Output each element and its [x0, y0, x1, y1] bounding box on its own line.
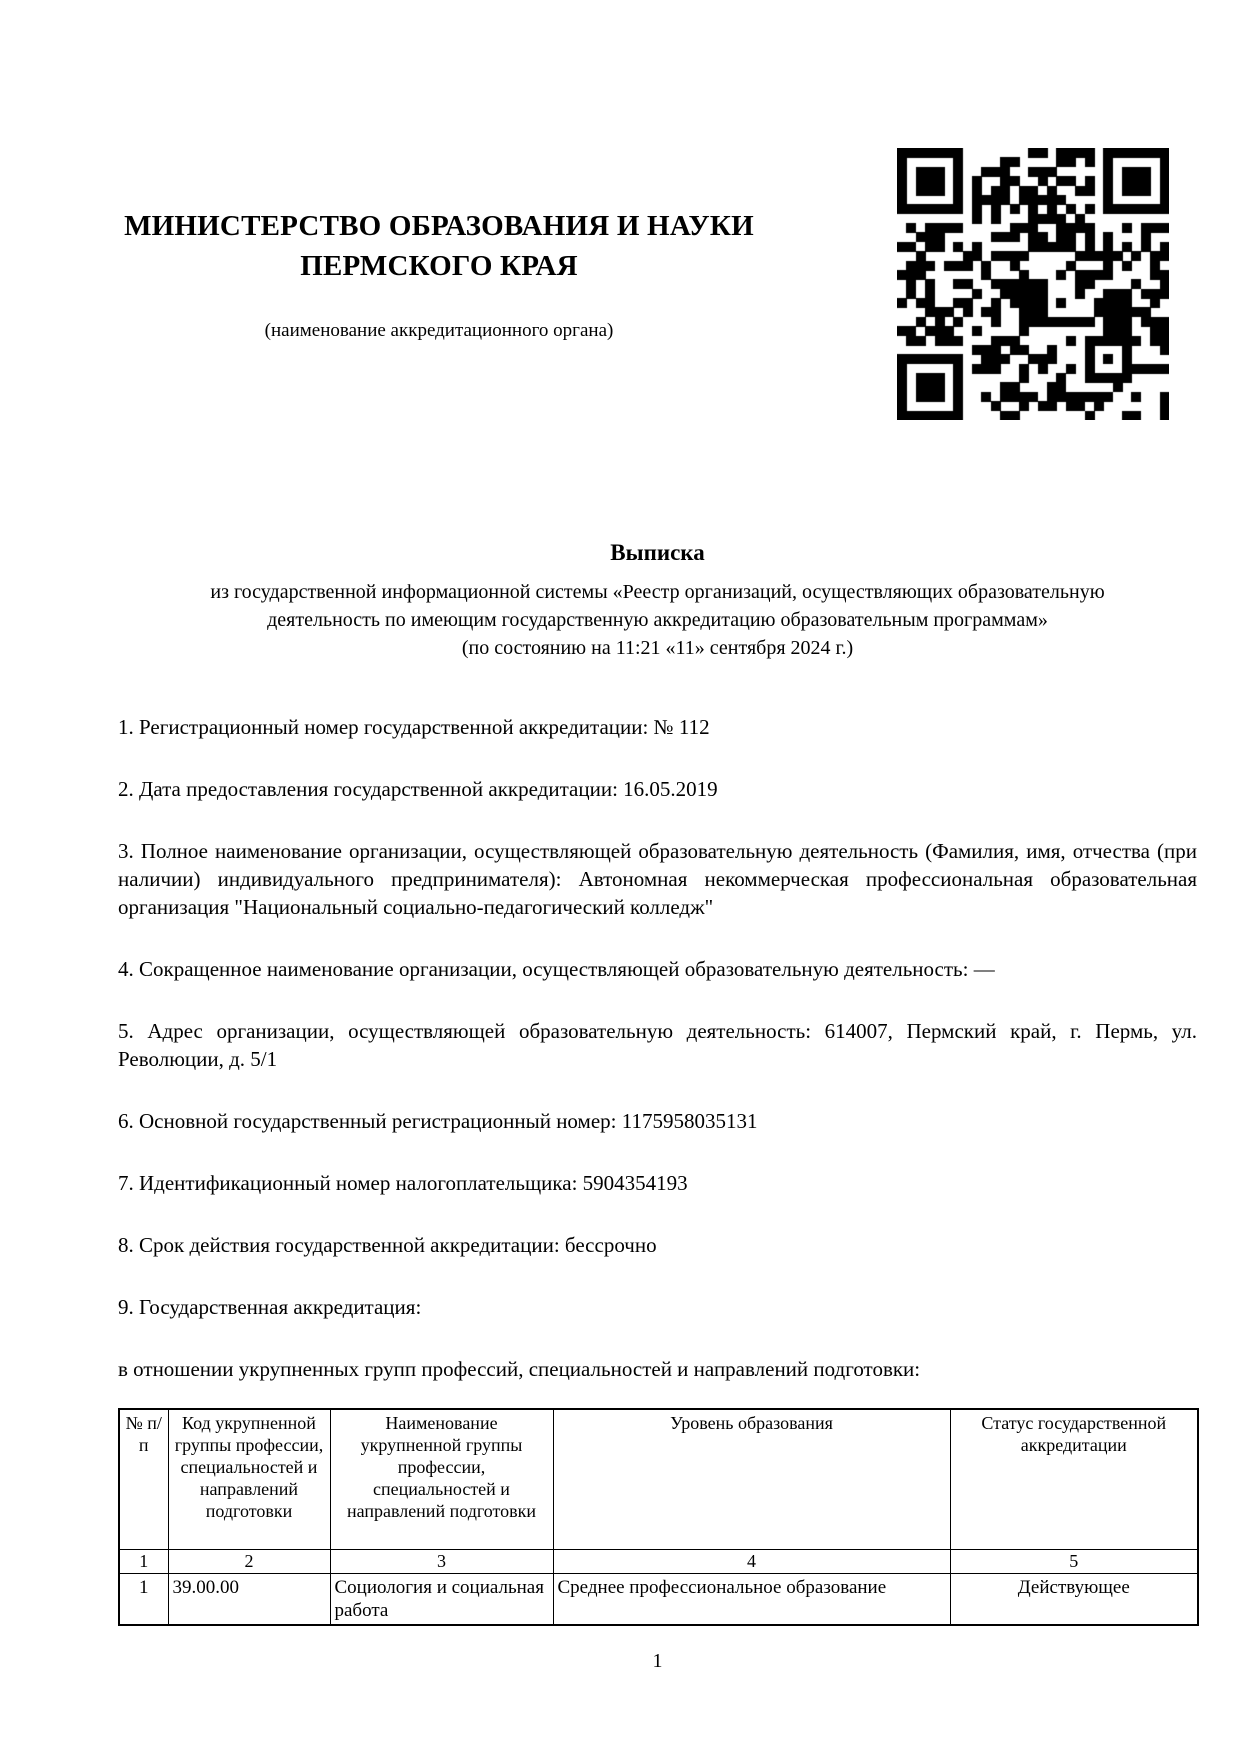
qr-code [897, 148, 1169, 420]
item-registration-number: 1. Регистрационный номер государственной аккредитации: № 112 [118, 715, 710, 739]
item-accreditation-validity: 8. Срок действия государственной аккредитации: бессрочно [118, 1233, 657, 1257]
item-org-short-name: 4. Сокращенное наименование организации, осуществляющей образовательную деятельность: — [118, 957, 995, 981]
cell-accreditation-status: Действующее [950, 1573, 1198, 1625]
item-accreditation-date: 2. Дата предоставления государственной аккредитации: 16.05.2019 [118, 777, 718, 801]
subtitle-line-2: деятельность по имеющим государственную аккредитацию образовательным программам» [267, 609, 1048, 631]
ministry-name-line-2: ПЕРМСКОГО КРАЯ [300, 250, 578, 282]
table-header-row [119, 1409, 1198, 1549]
subtitle-line-1: из государственной информационной системы «Реестр организаций, осуществляющих образовательную [210, 581, 1105, 603]
item-inn: 7. Идентификационный номер налогоплательщика: 5904354193 [118, 1171, 688, 1195]
item-ogrn: 6. Основной государственный регистрационный номер: 1175958035131 [118, 1109, 758, 1133]
cell-group-name: Социология и социальная работа [330, 1573, 553, 1625]
accreditation-table [118, 1408, 1199, 1626]
ministry-name-line-1: МИНИСТЕРСТВО ОБРАЗОВАНИЯ И НАУКИ [124, 210, 754, 242]
column-number: 2 [168, 1549, 330, 1573]
authority-caption: (наименование аккредитационного органа) [264, 320, 614, 341]
table-column-number-row [119, 1549, 1198, 1573]
header-cell-accreditation-status: Статус государственной аккредитации [950, 1409, 1198, 1549]
column-number: 1 [119, 1549, 168, 1573]
column-number: 5 [950, 1549, 1198, 1573]
table-row [119, 1573, 1198, 1625]
document-subtitle [118, 578, 1197, 662]
intro-enlarged-groups-line: в отношении укрупненных групп профессий, специальностей и направлений подготовки: [118, 1357, 921, 1381]
title-block [118, 538, 1197, 662]
header-cell-education-level: Уровень образования [553, 1409, 950, 1549]
page-number: 1 [652, 1650, 663, 1672]
document-title: Выписка [610, 540, 705, 565]
cell-education-level: Среднее профессиональное образование [553, 1573, 950, 1625]
header-cell-number: № п/п [119, 1409, 168, 1549]
header-cell-group-code: Код укрупненной группы профессии, специальностей и направлений подготовки [168, 1409, 330, 1549]
subtitle-line-3: (по состоянию на 11:21 «11» сентября 2024 г.) [461, 637, 854, 659]
header-cell-group-name: Наименование укрупненной группы профессии, специальностей и направлений подготовки [330, 1409, 553, 1549]
ministry-name [89, 206, 789, 286]
item-org-full-name: 3. Полное наименование организации, осуществляющей образовательную деятельность (Фамилия, имя, отчества (при наличии) индивидуального предпринимателя): Автономная некоммерческая профессиональная образовательная организация "Национальный социально-педагогический колледж" [118, 839, 1197, 919]
column-number: 4 [553, 1549, 950, 1573]
cell-group-code: 39.00.00 [168, 1573, 330, 1625]
item-org-address: 5. Адрес организации, осуществляющей образовательную деятельность: 614007, Пермский край, г. Пермь, ул. Революции, д. 5/1 [118, 1019, 1197, 1071]
cell-row-number: 1 [119, 1573, 168, 1625]
numbered-items [118, 713, 1197, 1417]
item-state-accreditation: 9. Государственная аккредитация: [118, 1295, 422, 1319]
accreditation-authority-block [89, 206, 789, 342]
column-number: 3 [330, 1549, 553, 1573]
